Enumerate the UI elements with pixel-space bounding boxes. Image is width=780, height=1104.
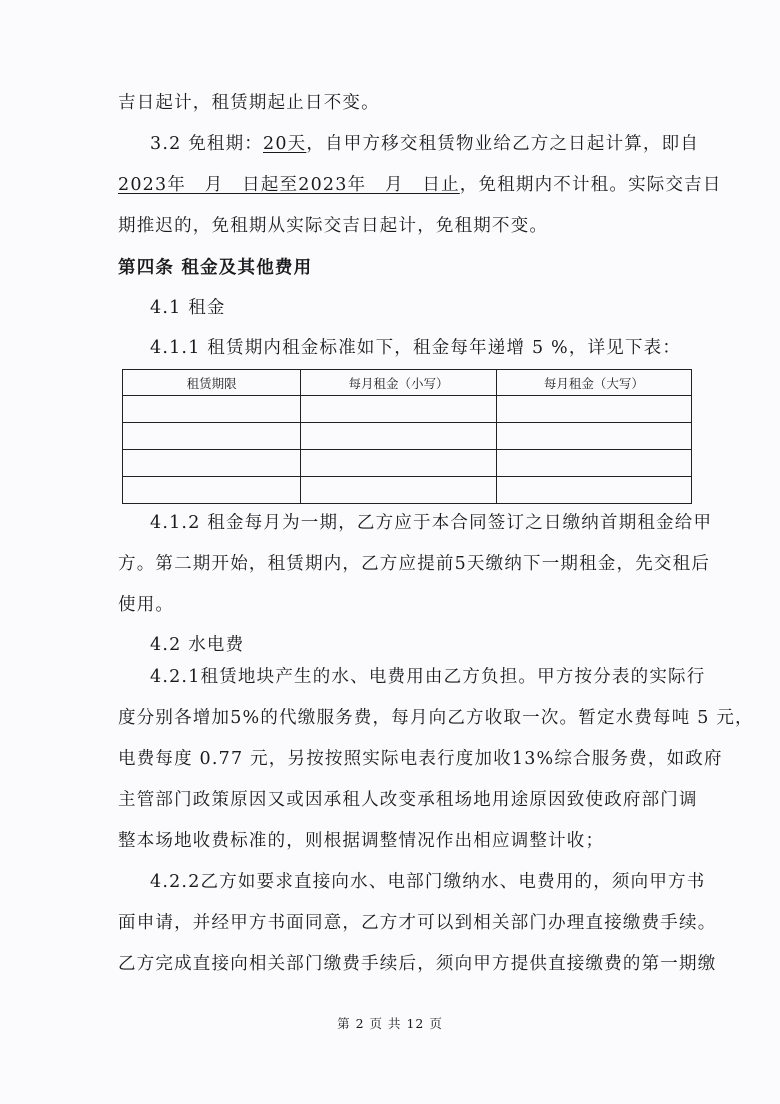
clause-3-2-line [150,133,699,155]
table-cell [123,477,301,504]
clause-4-1-2-line [150,512,712,534]
clause-4-2-1-line [150,666,705,688]
table-cell [301,477,496,504]
rent-free-days: 20天 [263,134,307,154]
text: 电费每度 0.77 元，另按按照实际电表行度加收13%综合服务费，如政府 [118,749,723,769]
text: 吉日起计，租赁期起止日不变。 [118,93,380,113]
table-cell [123,396,301,423]
table-header-cell: 每月租金（大写） [496,370,691,396]
table-cell [301,396,496,423]
text: 4.2.1租赁地块产生的水、电费用由乙方负担。甲方按分表的实际行 [150,667,706,687]
paragraph-line [118,215,548,237]
table-row [123,477,692,504]
text: ，自甲方移交租赁物业给乙方之日起计算，即自 [306,134,700,154]
text: 4.1.1 租赁期内租金标准如下，租金每年递增 5 %，详见下表： [150,338,682,358]
heading-text: 第四条 租金及其他费用 [118,258,313,278]
paragraph-line [118,953,716,975]
paragraph-line [118,748,723,770]
text: 使用。 [118,595,175,615]
table-row [123,396,692,423]
table-header-cell: 每月租金（小写） [301,370,496,396]
section-4-2-heading [150,634,244,656]
paragraph-line [118,789,698,811]
paragraph-line [118,594,174,616]
text: 期推迟的，免租期从实际交吉日起计，免租期不变。 [118,216,549,236]
table-cell [123,450,301,477]
article-4-heading [118,257,312,279]
table-cell [496,477,691,504]
page-number-footer: 第 2 页 共 12 页 [337,1016,443,1031]
paragraph-line [118,92,380,114]
paragraph-line [118,553,710,575]
rent-free-period-dates: 2023年 月 日起至2023年 月 日止 [118,175,460,195]
table-header-row [123,370,692,396]
text: ，免租期内不计租。实际交吉日 [459,175,722,195]
paragraph-line [118,174,722,196]
table-cell [301,423,496,450]
text: 4.1 租金 [150,298,226,318]
paragraph-line [118,830,604,852]
table-cell [496,450,691,477]
clause-4-2-2-line [150,871,705,893]
text: 4.1.2 租金每月为一期，乙方应于本合同签订之日缴纳首期租金给甲 [150,513,713,533]
text: 3.2 免租期： [150,134,263,154]
text: 乙方完成直接向相关部门缴费手续后，须向甲方提供直接缴费的第一期缴 [118,954,717,974]
text: 4.2 水电费 [150,635,245,655]
text: 度分别各增加5%的代缴服务费，每月向乙方收取一次。暂定水费每吨 5 元， [118,708,754,728]
table-row [123,423,692,450]
table-cell [301,450,496,477]
table-cell [496,423,691,450]
text: 方。第二期开始，租赁期内，乙方应提前5天缴纳下一期租金，先交租后 [118,554,711,574]
table-cell [123,423,301,450]
table-cell [496,396,691,423]
text: 面申请，并经甲方书面同意，乙方才可以到相关部门办理直接缴费手续。 [118,913,717,933]
text: 主管部门政策原因又或因承租人改变承租场地用途原因致使政府部门调 [118,790,698,810]
table-row [123,450,692,477]
text: 整本场地收费标准的，则根据调整情况作出相应调整计收； [118,831,605,851]
table-header-cell: 租赁期限 [123,370,301,396]
rent-schedule-table [122,369,692,504]
clause-4-1-1-line [150,337,681,359]
paragraph-line [118,912,716,934]
text: 4.2.2乙方如要求直接向水、电部门缴纳水、电费用的，须向甲方书 [150,872,706,892]
paragraph-line [118,707,754,729]
section-4-1-heading [150,297,226,319]
